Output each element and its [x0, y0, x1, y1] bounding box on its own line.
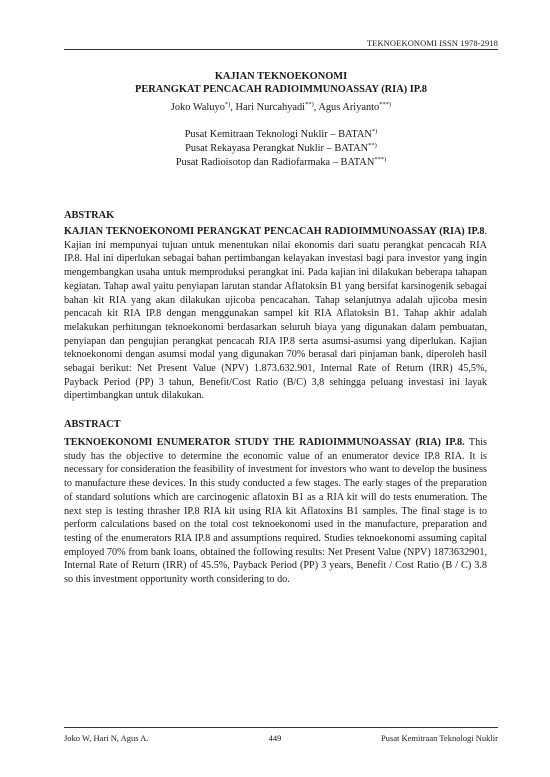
abstrak-body: . Kajian ini mempunyai tujuan untuk menentukan nilai ekonomis dari suatu perangkat pencacah RIA IP.8. Hal ini diperlukan sebagai bahan pertimbangan kelayakan investasi bagi para investor yang ingin mengembangkan usaha untuk memproduksi perangkat ini. Pada kajian ini dilakukan beberapa tahapan kegiatan. Tahap awal yaitu penyiapan larutan standar Aflatoksin B1 yang bersifat karsinogenik sebagai bahan kit RIA yang akan dilakukan ujicoba pencacahan. Tahap selanjutnya adalah ujicoba mesin pencacah kit RIA IP.8 dengan menggunakan sampel kit RIA Aflatoksin B1. Tahap akhir adalah melakukan perhitungan teknoekonomi berdasarkan seluruh biaya yang digunakan dalam pembuatan, penyiapan dan pengujian perangkat pencacah RIA IP.8 serta asumsi-asumsi yang diperlukan. Kajian teknoekonomi dengan asumsi modal yang digunakan 70% berasal dari pinjaman bank, diperoleh hasil sebagai berikut: Net Present Value (NPV) 1.873.632.901, Internal Rate of Return (IRR) 45,5%, Payback Period (PP) 3 tahun, Benefit/Cost Ratio (B/C) 3,8 sehingga peluang investasi ini layak dipertimbangkan untuk dilakukan.: [64, 226, 487, 402]
header-rule: [64, 49, 498, 50]
author-name: Agus Ariyanto: [318, 102, 380, 113]
author-name: Hari Nurcahyadi: [235, 102, 306, 113]
author-mark: *): [224, 101, 231, 108]
footer-rule: [64, 727, 498, 728]
abstract-title: TEKNOEKONOMI ENUMERATOR STUDY THE RADIOIMMUNOASSAY (RIA) IP.8.: [64, 437, 465, 448]
author-mark: **): [305, 101, 314, 108]
paper-title: [64, 70, 498, 96]
abstract-paragraph: [64, 436, 487, 587]
affiliation-list: [64, 128, 498, 170]
affiliation-line: Pusat Rekayasa Perangkat Nuklir – BATAN**): [185, 142, 377, 154]
footer-institution: Pusat Kemitraan Teknologi Nuklir: [380, 733, 498, 743]
author-list: Joko Waluyo*), Hari Nurcahyadi**), Agus Ariyanto***): [170, 101, 392, 113]
abstract-body: This study has the objective to determine the economic value of an enumerator device IP.8 RIA. It is necessary for consideration the feasibility of investment for investors who want to develop the business to manufacture these devices. In this study conducted a few stages. The early stages of the preparation of standard solutions which are carcinogenic aflatoxin B1 as a RIA kit will do tests enumeration. The next step is testing thrasher IP.8 RIA kit using RIA kit Aflatoxins B1 samples. The final stage is to perform calculations based on the total cost teknoekonomi used in the manufacture, preparation and testing of the enumerators RIA IP.8 and assumptions required. Studies teknoekonomi assuming capital employed 70% from bank loans, obtained the following results: Net Present Value (NPV) 1873632901, Internal Rate of Return (IRR) of 45.5%, Payback Period (PP) 3 years, Benefit / Cost Ratio (B / C) 3.8 so this investment opportunity worth considering to do.: [64, 437, 487, 586]
author-name: Joko Waluyo: [170, 102, 225, 113]
page-number: 449: [268, 733, 282, 743]
abstrak-paragraph: [64, 225, 487, 403]
journal-header: TEKNOEKONOMI ISSN 1978-2918: [366, 38, 498, 48]
abstract-heading: ABSTRACT: [64, 419, 121, 430]
affiliation-line: Pusat Kemitraan Teknologi Nuklir – BATAN*): [184, 128, 378, 140]
title-line-1: KAJIAN TEKNOEKONOMI: [214, 71, 348, 82]
affiliation-line: Pusat Radioisotop dan Radiofarmaka – BATAN***): [175, 156, 387, 168]
abstrak-title: KAJIAN TEKNOEKONOMI PERANGKAT PENCACAH RADIOIMMUNOASSAY (RIA) IP.8: [64, 226, 485, 237]
author-mark: ***): [379, 101, 392, 108]
title-line-2: PERANGKAT PENCACAH RADIOIMMUNOASSAY (RIA) IP.8: [134, 84, 427, 95]
abstrak-heading: ABSTRAK: [64, 210, 115, 221]
footer-authors: Joko W, Hari N, Agus A.: [64, 733, 149, 743]
